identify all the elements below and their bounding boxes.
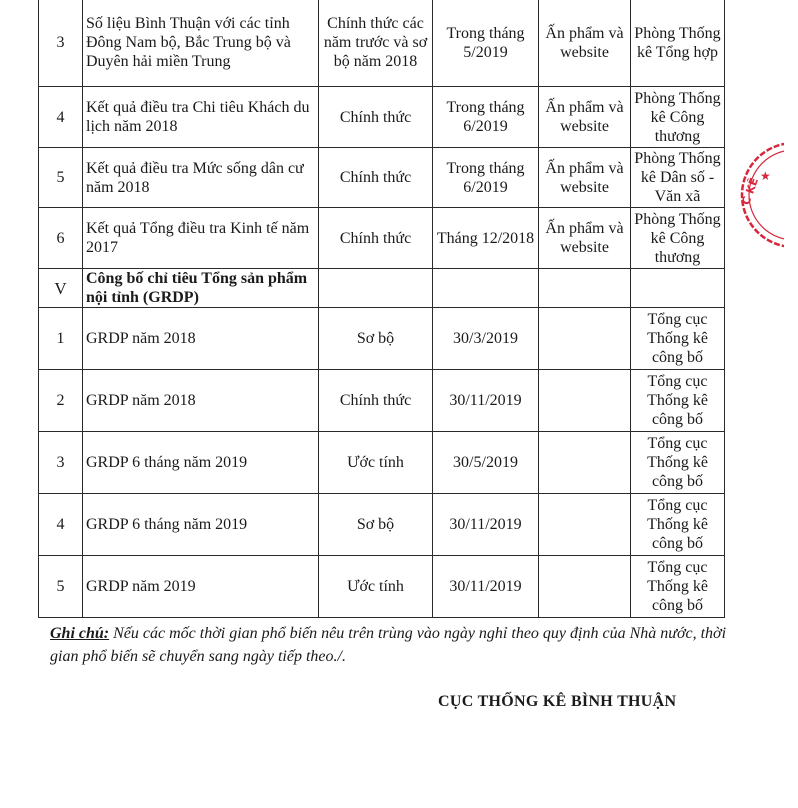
release-time: Tháng 12/2018: [433, 208, 539, 269]
release-form: [539, 556, 631, 618]
indicator-name: Kết quả Tổng điều tra Kinh tế năm 2017: [83, 208, 319, 269]
row-number: 6: [39, 208, 83, 269]
indicator-name: GRDP năm 2019: [83, 556, 319, 618]
indicator-name: GRDP 6 tháng năm 2019: [83, 494, 319, 556]
responsible-unit: Tổng cục Thống kê công bố: [631, 308, 725, 370]
footnote-label: Ghi chú:: [50, 625, 110, 642]
data-type: [319, 269, 433, 308]
responsible-unit: Tổng cục Thống kê công bố: [631, 432, 725, 494]
signature-org: CỤC THỐNG KÊ BÌNH THUẬN: [438, 693, 677, 710]
table-row: [39, 556, 725, 618]
row-number: 3: [39, 0, 83, 87]
data-type: Chính thức: [319, 148, 433, 208]
data-type: Chính thức: [319, 370, 433, 432]
release-form: Ấn phẩm và website: [539, 148, 631, 208]
release-time: 30/11/2019: [433, 370, 539, 432]
schedule-table: [38, 0, 725, 618]
table-row: [39, 208, 725, 269]
release-time: 30/11/2019: [433, 494, 539, 556]
release-form: [539, 370, 631, 432]
release-time: 30/5/2019: [433, 432, 539, 494]
responsible-unit: Phòng Thống kê Tổng hợp: [631, 0, 725, 87]
stamp-text: C KÊ: [739, 176, 762, 207]
row-number: 3: [39, 432, 83, 494]
table-row: [39, 370, 725, 432]
release-time: 30/11/2019: [433, 556, 539, 618]
row-number: 5: [39, 556, 83, 618]
release-form: [539, 269, 631, 308]
release-form: [539, 494, 631, 556]
row-number: 5: [39, 148, 83, 208]
release-time: [433, 269, 539, 308]
section-title: Công bố chỉ tiêu Tổng sản phẩm nội tỉnh (GRDP): [83, 269, 319, 308]
footnote-text: Nếu các mốc thời gian phổ biến nêu trên trùng vào ngày nghỉ theo quy định của Nhà nước, thời gian phổ biến sẽ chuyển sang ngày tiếp theo./.: [50, 625, 727, 665]
responsible-unit: Phòng Thống kê Dân số - Văn xã: [631, 148, 725, 208]
release-form: Ấn phẩm và website: [539, 0, 631, 87]
responsible-unit: Tổng cục Thống kê công bố: [631, 556, 725, 618]
responsible-unit: Tổng cục Thống kê công bố: [631, 494, 725, 556]
responsible-unit: [631, 269, 725, 308]
release-form: [539, 432, 631, 494]
svg-text:★: ★: [760, 169, 771, 183]
official-stamp: [724, 140, 784, 250]
data-type: Ước tính: [319, 556, 433, 618]
table-row: [39, 308, 725, 370]
section-header-row: [39, 269, 725, 308]
indicator-name: Số liệu Bình Thuận với các tỉnh Đông Nam bộ, Bắc Trung bộ và Duyên hải miền Trung: [83, 0, 319, 87]
indicator-name: Kết quả điều tra Mức sống dân cư năm 2018: [83, 148, 319, 208]
responsible-unit: Phòng Thống kê Công thương: [631, 208, 725, 269]
release-time: Trong tháng 5/2019: [433, 0, 539, 87]
data-type: Chính thức: [319, 208, 433, 269]
responsible-unit: Tổng cục Thống kê công bố: [631, 370, 725, 432]
release-time: 30/3/2019: [433, 308, 539, 370]
stamp-seal-icon: [724, 140, 784, 250]
data-type: Sơ bộ: [319, 308, 433, 370]
data-type: Chính thức: [319, 87, 433, 148]
release-time: Trong tháng 6/2019: [433, 148, 539, 208]
row-number: 2: [39, 370, 83, 432]
data-type: Ước tính: [319, 432, 433, 494]
release-time: Trong tháng 6/2019: [433, 87, 539, 148]
table-row: [39, 148, 725, 208]
release-form: Ấn phẩm và website: [539, 87, 631, 148]
responsible-unit: Phòng Thống kê Công thương: [631, 87, 725, 148]
row-number: 4: [39, 494, 83, 556]
section-number: V: [39, 269, 83, 308]
footnote: [50, 622, 750, 668]
row-number: 4: [39, 87, 83, 148]
release-form: [539, 308, 631, 370]
table-row: [39, 87, 725, 148]
indicator-name: GRDP năm 2018: [83, 370, 319, 432]
data-type: Chính thức các năm trước và sơ bộ năm 2018: [319, 0, 433, 87]
release-form: Ấn phẩm và website: [539, 208, 631, 269]
data-type: Sơ bộ: [319, 494, 433, 556]
table-row: [39, 432, 725, 494]
row-number: 1: [39, 308, 83, 370]
indicator-name: GRDP năm 2018: [83, 308, 319, 370]
indicator-name: GRDP 6 tháng năm 2019: [83, 432, 319, 494]
table-row: [39, 0, 725, 87]
table-row: [39, 494, 725, 556]
indicator-name: Kết quả điều tra Chi tiêu Khách du lịch năm 2018: [83, 87, 319, 148]
